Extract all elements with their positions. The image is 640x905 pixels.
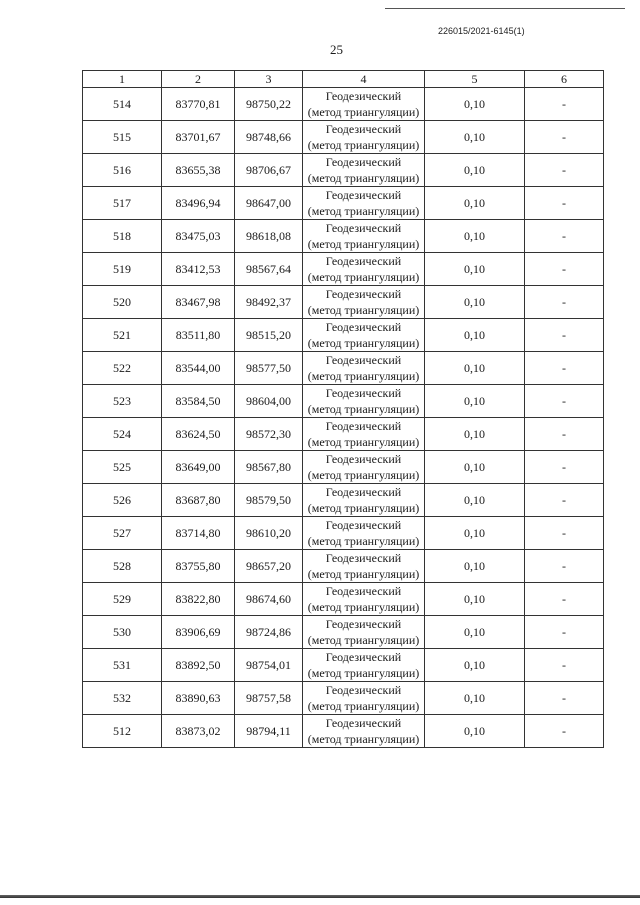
coord-y: 98572,30 <box>235 418 303 451</box>
page-number: 25 <box>330 42 343 57</box>
accuracy-value: 0,10 <box>425 253 525 286</box>
accuracy-value: 0,10 <box>425 649 525 682</box>
point-number: 519 <box>83 253 162 286</box>
method-cell <box>303 682 425 715</box>
method-line-1: Геодезический <box>325 188 402 202</box>
accuracy-value: 0,10 <box>425 715 525 748</box>
method-cell <box>303 715 425 748</box>
method-line-1: Геодезический <box>325 551 402 565</box>
coord-y: 98657,20 <box>235 550 303 583</box>
accuracy-value: 0,10 <box>425 319 525 352</box>
table-row <box>83 418 604 451</box>
method-line-1: Геодезический <box>325 683 402 697</box>
coord-y: 98577,50 <box>235 352 303 385</box>
column-header-4: 4 <box>303 71 425 88</box>
point-description: - <box>525 649 604 682</box>
method-line-2: (метод триангуляции) <box>307 501 420 515</box>
method-cell <box>303 286 425 319</box>
point-description: - <box>525 220 604 253</box>
coord-x: 83624,50 <box>162 418 235 451</box>
table-row <box>83 286 604 319</box>
method-cell <box>303 154 425 187</box>
coord-y: 98567,64 <box>235 253 303 286</box>
method-cell <box>303 550 425 583</box>
point-description: - <box>525 715 604 748</box>
method-cell <box>303 121 425 154</box>
coord-x: 83687,80 <box>162 484 235 517</box>
coord-x: 83511,80 <box>162 319 235 352</box>
point-description: - <box>525 352 604 385</box>
method-cell <box>303 385 425 418</box>
column-header-6: 6 <box>525 71 604 88</box>
coord-x: 83496,94 <box>162 187 235 220</box>
method-line-2: (метод триангуляции) <box>307 699 420 713</box>
method-cell <box>303 352 425 385</box>
coord-x: 83655,38 <box>162 154 235 187</box>
coord-y: 98492,37 <box>235 286 303 319</box>
point-number: 512 <box>83 715 162 748</box>
coord-x: 83649,00 <box>162 451 235 484</box>
method-line-2: (метод триангуляции) <box>307 270 420 284</box>
method-cell <box>303 253 425 286</box>
point-description: - <box>525 154 604 187</box>
point-description: - <box>525 187 604 220</box>
table-row <box>83 154 604 187</box>
accuracy-value: 0,10 <box>425 220 525 253</box>
accuracy-value: 0,10 <box>425 682 525 715</box>
accuracy-value: 0,10 <box>425 352 525 385</box>
method-line-2: (метод триангуляции) <box>307 600 420 614</box>
method-line-1: Геодезический <box>325 353 402 367</box>
point-description: - <box>525 682 604 715</box>
point-description: - <box>525 319 604 352</box>
coord-y: 98750,22 <box>235 88 303 121</box>
point-number: 523 <box>83 385 162 418</box>
coord-y: 98604,00 <box>235 385 303 418</box>
coord-y: 98754,01 <box>235 649 303 682</box>
document-code: 226015/2021-6145(1) <box>438 26 525 36</box>
method-line-2: (метод триангуляции) <box>307 237 420 251</box>
accuracy-value: 0,10 <box>425 88 525 121</box>
accuracy-value: 0,10 <box>425 484 525 517</box>
table-row <box>83 715 604 748</box>
coord-x: 83822,80 <box>162 583 235 616</box>
coordinates-table <box>82 70 604 748</box>
table-row <box>83 484 604 517</box>
method-line-2: (метод триангуляции) <box>307 171 420 185</box>
coord-y: 98706,67 <box>235 154 303 187</box>
point-number: 521 <box>83 319 162 352</box>
method-line-1: Геодезический <box>325 155 402 169</box>
point-number: 525 <box>83 451 162 484</box>
accuracy-value: 0,10 <box>425 418 525 451</box>
method-line-1: Геодезический <box>325 485 402 499</box>
method-cell <box>303 220 425 253</box>
coord-y: 98579,50 <box>235 484 303 517</box>
table-row <box>83 220 604 253</box>
method-line-1: Геодезический <box>325 89 402 103</box>
accuracy-value: 0,10 <box>425 583 525 616</box>
column-header-5: 5 <box>425 71 525 88</box>
table-body <box>83 88 604 748</box>
coord-x: 83755,80 <box>162 550 235 583</box>
bottom-rule <box>0 895 640 898</box>
point-number: 529 <box>83 583 162 616</box>
point-number: 532 <box>83 682 162 715</box>
table-row <box>83 517 604 550</box>
method-line-2: (метод триангуляции) <box>307 435 420 449</box>
point-number: 515 <box>83 121 162 154</box>
coord-y: 98610,20 <box>235 517 303 550</box>
point-description: - <box>525 451 604 484</box>
column-header-3: 3 <box>235 71 303 88</box>
point-number: 530 <box>83 616 162 649</box>
method-line-2: (метод триангуляции) <box>307 732 420 746</box>
method-cell <box>303 583 425 616</box>
coord-y: 98748,66 <box>235 121 303 154</box>
point-number: 528 <box>83 550 162 583</box>
method-cell <box>303 88 425 121</box>
point-number: 514 <box>83 88 162 121</box>
coord-y: 98674,60 <box>235 583 303 616</box>
method-cell <box>303 649 425 682</box>
point-description: - <box>525 484 604 517</box>
method-cell <box>303 517 425 550</box>
method-line-2: (метод триангуляции) <box>307 369 420 383</box>
coord-x: 83714,80 <box>162 517 235 550</box>
point-description: - <box>525 121 604 154</box>
point-description: - <box>525 253 604 286</box>
table-row <box>83 682 604 715</box>
table-row <box>83 583 604 616</box>
method-cell <box>303 319 425 352</box>
accuracy-value: 0,10 <box>425 154 525 187</box>
table-row <box>83 319 604 352</box>
method-line-2: (метод триангуляции) <box>307 633 420 647</box>
coord-x: 83475,03 <box>162 220 235 253</box>
table-row <box>83 88 604 121</box>
method-line-1: Геодезический <box>325 617 402 631</box>
table-row <box>83 121 604 154</box>
accuracy-value: 0,10 <box>425 187 525 220</box>
method-line-2: (метод триангуляции) <box>307 534 420 548</box>
top-rule <box>385 8 625 9</box>
coord-x: 83770,81 <box>162 88 235 121</box>
method-line-1: Геодезический <box>325 254 402 268</box>
method-cell <box>303 451 425 484</box>
table-row <box>83 451 604 484</box>
method-line-2: (метод триангуляции) <box>307 468 420 482</box>
point-number: 516 <box>83 154 162 187</box>
method-line-1: Геодезический <box>325 716 402 730</box>
point-description: - <box>525 583 604 616</box>
point-number: 522 <box>83 352 162 385</box>
method-line-2: (метод триангуляции) <box>307 336 420 350</box>
method-line-1: Геодезический <box>325 287 402 301</box>
point-description: - <box>525 88 604 121</box>
point-number: 518 <box>83 220 162 253</box>
accuracy-value: 0,10 <box>425 616 525 649</box>
table-row <box>83 187 604 220</box>
method-line-1: Геодезический <box>325 221 402 235</box>
point-description: - <box>525 616 604 649</box>
coord-y: 98794,11 <box>235 715 303 748</box>
point-number: 527 <box>83 517 162 550</box>
coord-x: 83412,53 <box>162 253 235 286</box>
method-cell <box>303 616 425 649</box>
method-line-1: Геодезический <box>325 518 402 532</box>
table-row <box>83 352 604 385</box>
coord-x: 83906,69 <box>162 616 235 649</box>
method-cell <box>303 187 425 220</box>
method-line-2: (метод триангуляции) <box>307 204 420 218</box>
method-cell <box>303 418 425 451</box>
coord-x: 83892,50 <box>162 649 235 682</box>
method-line-1: Геодезический <box>325 584 402 598</box>
table-row <box>83 385 604 418</box>
method-line-2: (метод триангуляции) <box>307 303 420 317</box>
method-line-2: (метод триангуляции) <box>307 402 420 416</box>
coord-x: 83701,67 <box>162 121 235 154</box>
point-number: 520 <box>83 286 162 319</box>
coord-x: 83890,63 <box>162 682 235 715</box>
method-cell <box>303 484 425 517</box>
coord-x: 83873,02 <box>162 715 235 748</box>
coord-y: 98567,80 <box>235 451 303 484</box>
coord-y: 98618,08 <box>235 220 303 253</box>
method-line-1: Геодезический <box>325 452 402 466</box>
method-line-2: (метод триангуляции) <box>307 567 420 581</box>
method-line-1: Геодезический <box>325 386 402 400</box>
point-description: - <box>525 550 604 583</box>
column-header-2: 2 <box>162 71 235 88</box>
method-line-1: Геодезический <box>325 650 402 664</box>
point-number: 524 <box>83 418 162 451</box>
accuracy-value: 0,10 <box>425 517 525 550</box>
accuracy-value: 0,10 <box>425 121 525 154</box>
accuracy-value: 0,10 <box>425 451 525 484</box>
method-line-1: Геодезический <box>325 320 402 334</box>
coord-y: 98724,86 <box>235 616 303 649</box>
coord-y: 98757,58 <box>235 682 303 715</box>
point-description: - <box>525 286 604 319</box>
point-number: 517 <box>83 187 162 220</box>
method-line-2: (метод триангуляции) <box>307 666 420 680</box>
coord-y: 98515,20 <box>235 319 303 352</box>
point-number: 526 <box>83 484 162 517</box>
method-line-1: Геодезический <box>325 419 402 433</box>
table-row <box>83 253 604 286</box>
table-row <box>83 616 604 649</box>
coord-y: 98647,00 <box>235 187 303 220</box>
method-line-1: Геодезический <box>325 122 402 136</box>
table-header-row <box>83 71 604 88</box>
point-description: - <box>525 385 604 418</box>
column-header-1: 1 <box>83 71 162 88</box>
method-line-2: (метод триангуляции) <box>307 105 420 119</box>
coord-x: 83467,98 <box>162 286 235 319</box>
coord-x: 83544,00 <box>162 352 235 385</box>
method-line-2: (метод триангуляции) <box>307 138 420 152</box>
point-description: - <box>525 418 604 451</box>
point-description: - <box>525 517 604 550</box>
accuracy-value: 0,10 <box>425 385 525 418</box>
coord-x: 83584,50 <box>162 385 235 418</box>
table-row <box>83 550 604 583</box>
accuracy-value: 0,10 <box>425 550 525 583</box>
accuracy-value: 0,10 <box>425 286 525 319</box>
table-row <box>83 649 604 682</box>
point-number: 531 <box>83 649 162 682</box>
